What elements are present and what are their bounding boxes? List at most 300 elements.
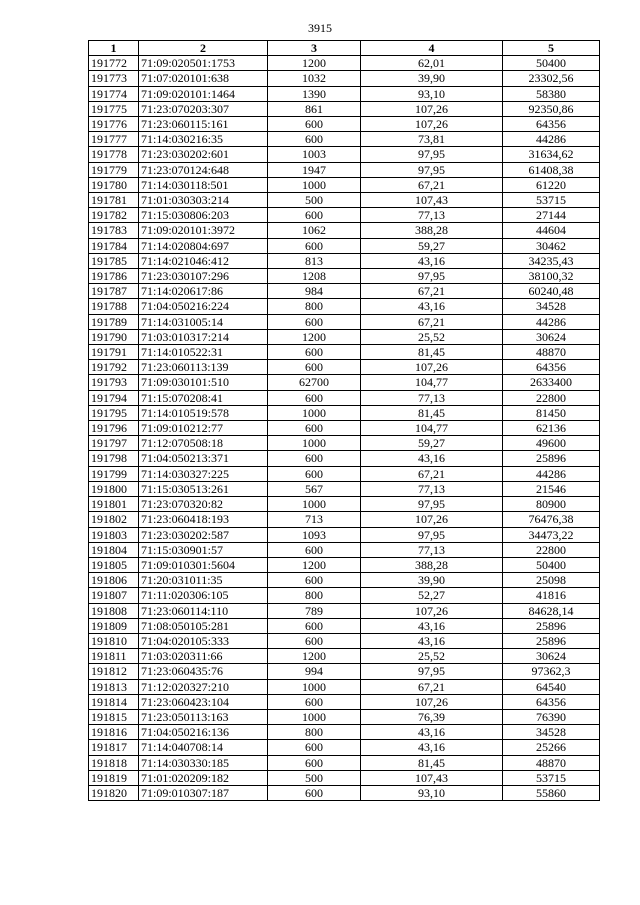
row-number-cell: 191783	[89, 223, 139, 238]
table-row	[89, 238, 600, 253]
row-number-cell: 191813	[89, 679, 139, 694]
rate-cell: 107,43	[361, 770, 503, 785]
table-row	[89, 405, 600, 420]
value-cell: 76390	[503, 709, 600, 724]
rate-cell: 97,95	[361, 162, 503, 177]
area-cell: 600	[268, 132, 361, 147]
area-cell: 1200	[268, 649, 361, 664]
area-cell: 1200	[268, 56, 361, 71]
row-number-cell: 191819	[89, 770, 139, 785]
row-number-cell: 191787	[89, 284, 139, 299]
value-cell: 34235,43	[503, 253, 600, 268]
rate-cell: 107,26	[361, 603, 503, 618]
row-number-cell: 191797	[89, 436, 139, 451]
rate-cell: 97,95	[361, 497, 503, 512]
table-row	[89, 436, 600, 451]
table-header	[89, 41, 600, 56]
table-row	[89, 147, 600, 162]
cadastral-number-cell: 71:14:030330:185	[139, 755, 268, 770]
area-cell: 600	[268, 208, 361, 223]
value-cell: 64540	[503, 679, 600, 694]
table-row	[89, 132, 600, 147]
rate-cell: 104,77	[361, 421, 503, 436]
cadastral-number-cell: 71:23:060418:193	[139, 512, 268, 527]
value-cell: 49600	[503, 436, 600, 451]
row-number-cell: 191779	[89, 162, 139, 177]
cadastral-number-cell: 71:04:050216:224	[139, 299, 268, 314]
table-row	[89, 618, 600, 633]
table-row	[89, 177, 600, 192]
area-cell: 813	[268, 253, 361, 268]
cadastral-number-cell: 71:04:020105:333	[139, 633, 268, 648]
cadastral-number-cell: 71:12:020327:210	[139, 679, 268, 694]
rate-cell: 77,13	[361, 208, 503, 223]
rate-cell: 25,52	[361, 329, 503, 344]
rate-cell: 43,16	[361, 633, 503, 648]
table-row	[89, 725, 600, 740]
cadastral-number-cell: 71:14:021046:412	[139, 253, 268, 268]
table-row	[89, 223, 600, 238]
area-cell: 600	[268, 694, 361, 709]
row-number-cell: 191800	[89, 481, 139, 496]
rate-cell: 39,90	[361, 71, 503, 86]
cadastral-number-cell: 71:01:020209:182	[139, 770, 268, 785]
value-cell: 48870	[503, 755, 600, 770]
table-row	[89, 86, 600, 101]
rate-cell: 93,10	[361, 785, 503, 800]
column-header-5: 5	[503, 41, 600, 56]
row-number-cell: 191808	[89, 603, 139, 618]
rate-cell: 81,45	[361, 345, 503, 360]
rate-cell: 43,16	[361, 618, 503, 633]
row-number-cell: 191790	[89, 329, 139, 344]
value-cell: 97362,3	[503, 664, 600, 679]
table-row	[89, 679, 600, 694]
value-cell: 25896	[503, 451, 600, 466]
row-number-cell: 191781	[89, 193, 139, 208]
area-cell: 1093	[268, 527, 361, 542]
area-cell: 62700	[268, 375, 361, 390]
cadastral-number-cell: 71:23:060113:139	[139, 360, 268, 375]
table-row	[89, 360, 600, 375]
row-number-cell: 191796	[89, 421, 139, 436]
registry-table	[88, 40, 600, 801]
table-row	[89, 284, 600, 299]
value-cell: 41816	[503, 588, 600, 603]
table-row	[89, 573, 600, 588]
cadastral-number-cell: 71:14:040708:14	[139, 740, 268, 755]
cadastral-number-cell: 71:14:030327:225	[139, 466, 268, 481]
area-cell: 600	[268, 633, 361, 648]
row-number-cell: 191818	[89, 755, 139, 770]
row-number-cell: 191815	[89, 709, 139, 724]
table-row	[89, 269, 600, 284]
table-row	[89, 755, 600, 770]
value-cell: 38100,32	[503, 269, 600, 284]
rate-cell: 107,26	[361, 117, 503, 132]
row-number-cell: 191773	[89, 71, 139, 86]
row-number-cell: 191795	[89, 405, 139, 420]
area-cell: 1032	[268, 71, 361, 86]
row-number-cell: 191778	[89, 147, 139, 162]
area-cell: 600	[268, 740, 361, 755]
cadastral-number-cell: 71:15:030806:203	[139, 208, 268, 223]
value-cell: 25266	[503, 740, 600, 755]
row-number-cell: 191793	[89, 375, 139, 390]
cadastral-number-cell: 71:09:010307:187	[139, 785, 268, 800]
cadastral-number-cell: 71:14:010519:578	[139, 405, 268, 420]
area-cell: 1947	[268, 162, 361, 177]
rate-cell: 107,26	[361, 512, 503, 527]
cadastral-number-cell: 71:14:030118:501	[139, 177, 268, 192]
area-cell: 600	[268, 466, 361, 481]
area-cell: 500	[268, 770, 361, 785]
row-number-cell: 191799	[89, 466, 139, 481]
table-row	[89, 740, 600, 755]
area-cell: 1000	[268, 177, 361, 192]
rate-cell: 67,21	[361, 284, 503, 299]
value-cell: 44286	[503, 314, 600, 329]
cadastral-number-cell: 71:09:030101:510	[139, 375, 268, 390]
value-cell: 25098	[503, 573, 600, 588]
value-cell: 60240,48	[503, 284, 600, 299]
value-cell: 55860	[503, 785, 600, 800]
area-cell: 600	[268, 451, 361, 466]
row-number-cell: 191814	[89, 694, 139, 709]
table-row	[89, 375, 600, 390]
rate-cell: 76,39	[361, 709, 503, 724]
cadastral-number-cell: 71:11:020306:105	[139, 588, 268, 603]
rate-cell: 388,28	[361, 223, 503, 238]
area-cell: 800	[268, 725, 361, 740]
rate-cell: 25,52	[361, 649, 503, 664]
area-cell: 600	[268, 755, 361, 770]
row-number-cell: 191816	[89, 725, 139, 740]
value-cell: 22800	[503, 542, 600, 557]
cadastral-number-cell: 71:23:030202:601	[139, 147, 268, 162]
cadastral-number-cell: 71:09:010212:77	[139, 421, 268, 436]
value-cell: 48870	[503, 345, 600, 360]
table-row	[89, 588, 600, 603]
value-cell: 58380	[503, 86, 600, 101]
area-cell: 1062	[268, 223, 361, 238]
row-number-cell: 191817	[89, 740, 139, 755]
page-number: 3915	[308, 21, 332, 35]
cadastral-number-cell: 71:09:020101:3972	[139, 223, 268, 238]
row-number-cell: 191801	[89, 497, 139, 512]
cadastral-number-cell: 71:08:050105:281	[139, 618, 268, 633]
value-cell: 34528	[503, 725, 600, 740]
area-cell: 600	[268, 542, 361, 557]
value-cell: 21546	[503, 481, 600, 496]
table-row	[89, 694, 600, 709]
area-cell: 600	[268, 618, 361, 633]
table-row	[89, 193, 600, 208]
cadastral-number-cell: 71:23:060114:110	[139, 603, 268, 618]
row-number-cell: 191780	[89, 177, 139, 192]
area-cell: 600	[268, 785, 361, 800]
cadastral-number-cell: 71:14:020617:86	[139, 284, 268, 299]
rate-cell: 59,27	[361, 238, 503, 253]
area-cell: 600	[268, 117, 361, 132]
value-cell: 44286	[503, 132, 600, 147]
cadastral-number-cell: 71:15:030901:57	[139, 542, 268, 557]
cadastral-number-cell: 71:23:060435:76	[139, 664, 268, 679]
rate-cell: 93,10	[361, 86, 503, 101]
value-cell: 31634,62	[503, 147, 600, 162]
rate-cell: 67,21	[361, 314, 503, 329]
cadastral-number-cell: 71:23:030202:587	[139, 527, 268, 542]
value-cell: 64356	[503, 360, 600, 375]
cadastral-number-cell: 71:20:031011:35	[139, 573, 268, 588]
table-row	[89, 117, 600, 132]
row-number-cell: 191794	[89, 390, 139, 405]
area-cell: 800	[268, 588, 361, 603]
cadastral-number-cell: 71:03:010317:214	[139, 329, 268, 344]
table-row	[89, 785, 600, 800]
value-cell: 53715	[503, 770, 600, 785]
value-cell: 30462	[503, 238, 600, 253]
cadastral-number-cell: 71:14:030216:35	[139, 132, 268, 147]
table-row	[89, 101, 600, 116]
area-cell: 861	[268, 101, 361, 116]
value-cell: 62136	[503, 421, 600, 436]
area-cell: 984	[268, 284, 361, 299]
table-row	[89, 527, 600, 542]
area-cell: 1200	[268, 557, 361, 572]
rate-cell: 62,01	[361, 56, 503, 71]
cadastral-number-cell: 71:15:030513:261	[139, 481, 268, 496]
row-number-cell: 191804	[89, 542, 139, 557]
rate-cell: 388,28	[361, 557, 503, 572]
value-cell: 50400	[503, 56, 600, 71]
cadastral-number-cell: 71:14:020804:697	[139, 238, 268, 253]
rate-cell: 67,21	[361, 177, 503, 192]
area-cell: 789	[268, 603, 361, 618]
area-cell: 1000	[268, 679, 361, 694]
row-number-cell: 191774	[89, 86, 139, 101]
rate-cell: 43,16	[361, 451, 503, 466]
column-header-2: 2	[139, 41, 268, 56]
rate-cell: 107,43	[361, 193, 503, 208]
rate-cell: 97,95	[361, 664, 503, 679]
row-number-cell: 191772	[89, 56, 139, 71]
table-row	[89, 512, 600, 527]
cadastral-number-cell: 71:23:070203:307	[139, 101, 268, 116]
table-row	[89, 497, 600, 512]
value-cell: 2633400	[503, 375, 600, 390]
row-number-cell: 191782	[89, 208, 139, 223]
cadastral-number-cell: 71:04:050216:136	[139, 725, 268, 740]
value-cell: 44604	[503, 223, 600, 238]
table-row	[89, 253, 600, 268]
column-header-4: 4	[361, 41, 503, 56]
rate-cell: 77,13	[361, 390, 503, 405]
value-cell: 76476,38	[503, 512, 600, 527]
cadastral-number-cell: 71:23:060115:161	[139, 117, 268, 132]
row-number-cell: 191805	[89, 557, 139, 572]
cadastral-number-cell: 71:23:050113:163	[139, 709, 268, 724]
rate-cell: 107,26	[361, 360, 503, 375]
rate-cell: 81,45	[361, 405, 503, 420]
table-row	[89, 542, 600, 557]
cadastral-number-cell: 71:23:060423:104	[139, 694, 268, 709]
cadastral-number-cell: 71:12:070508:18	[139, 436, 268, 451]
rate-cell: 67,21	[361, 679, 503, 694]
rate-cell: 52,27	[361, 588, 503, 603]
cadastral-number-cell: 71:01:030303:214	[139, 193, 268, 208]
row-number-cell: 191809	[89, 618, 139, 633]
area-cell: 600	[268, 238, 361, 253]
rate-cell: 107,26	[361, 101, 503, 116]
cadastral-number-cell: 71:15:070208:41	[139, 390, 268, 405]
cadastral-number-cell: 71:09:020101:1464	[139, 86, 268, 101]
cadastral-number-cell: 71:07:020101:638	[139, 71, 268, 86]
rate-cell: 43,16	[361, 253, 503, 268]
area-cell: 600	[268, 573, 361, 588]
table-row	[89, 162, 600, 177]
value-cell: 84628,14	[503, 603, 600, 618]
value-cell: 61408,38	[503, 162, 600, 177]
row-number-cell: 191792	[89, 360, 139, 375]
cadastral-number-cell: 71:14:031005:14	[139, 314, 268, 329]
rate-cell: 81,45	[361, 755, 503, 770]
rate-cell: 104,77	[361, 375, 503, 390]
column-header-1: 1	[89, 41, 139, 56]
value-cell: 53715	[503, 193, 600, 208]
area-cell: 600	[268, 390, 361, 405]
table-row	[89, 481, 600, 496]
row-number-cell: 191798	[89, 451, 139, 466]
value-cell: 61220	[503, 177, 600, 192]
table-row	[89, 664, 600, 679]
value-cell: 27144	[503, 208, 600, 223]
table-row	[89, 466, 600, 481]
value-cell: 23302,56	[503, 71, 600, 86]
area-cell: 600	[268, 421, 361, 436]
rate-cell: 43,16	[361, 299, 503, 314]
rate-cell: 77,13	[361, 542, 503, 557]
row-number-cell: 191803	[89, 527, 139, 542]
value-cell: 30624	[503, 649, 600, 664]
area-cell: 1003	[268, 147, 361, 162]
value-cell: 22800	[503, 390, 600, 405]
value-cell: 64356	[503, 694, 600, 709]
row-number-cell: 191806	[89, 573, 139, 588]
header-row	[89, 41, 600, 56]
row-number-cell: 191810	[89, 633, 139, 648]
row-number-cell: 191789	[89, 314, 139, 329]
value-cell: 92350,86	[503, 101, 600, 116]
cadastral-number-cell: 71:23:030107:296	[139, 269, 268, 284]
table-row	[89, 421, 600, 436]
value-cell: 25896	[503, 633, 600, 648]
table-row	[89, 633, 600, 648]
area-cell: 1000	[268, 436, 361, 451]
row-number-cell: 191802	[89, 512, 139, 527]
rate-cell: 107,26	[361, 694, 503, 709]
cadastral-number-cell: 71:03:020311:66	[139, 649, 268, 664]
rate-cell: 43,16	[361, 740, 503, 755]
table-row	[89, 603, 600, 618]
row-number-cell: 191775	[89, 101, 139, 116]
table-row	[89, 56, 600, 71]
value-cell: 44286	[503, 466, 600, 481]
rate-cell: 39,90	[361, 573, 503, 588]
rate-cell: 97,95	[361, 527, 503, 542]
cadastral-number-cell: 71:09:010301:5604	[139, 557, 268, 572]
row-number-cell: 191811	[89, 649, 139, 664]
value-cell: 30624	[503, 329, 600, 344]
rate-cell: 59,27	[361, 436, 503, 451]
table-row	[89, 770, 600, 785]
table-row	[89, 208, 600, 223]
area-cell: 800	[268, 299, 361, 314]
table-row	[89, 390, 600, 405]
area-cell: 713	[268, 512, 361, 527]
table-row	[89, 649, 600, 664]
rate-cell: 67,21	[361, 466, 503, 481]
column-header-3: 3	[268, 41, 361, 56]
value-cell: 25896	[503, 618, 600, 633]
rate-cell: 97,95	[361, 269, 503, 284]
rate-cell: 97,95	[361, 147, 503, 162]
value-cell: 34528	[503, 299, 600, 314]
row-number-cell: 191791	[89, 345, 139, 360]
row-number-cell: 191812	[89, 664, 139, 679]
area-cell: 600	[268, 360, 361, 375]
area-cell: 567	[268, 481, 361, 496]
rate-cell: 73,81	[361, 132, 503, 147]
table-row	[89, 329, 600, 344]
value-cell: 34473,22	[503, 527, 600, 542]
value-cell: 81450	[503, 405, 600, 420]
value-cell: 80900	[503, 497, 600, 512]
area-cell: 500	[268, 193, 361, 208]
area-cell: 600	[268, 345, 361, 360]
table-row	[89, 709, 600, 724]
row-number-cell: 191807	[89, 588, 139, 603]
table-row	[89, 557, 600, 572]
table-row	[89, 451, 600, 466]
value-cell: 50400	[503, 557, 600, 572]
table-row	[89, 314, 600, 329]
row-number-cell: 191820	[89, 785, 139, 800]
table-row	[89, 71, 600, 86]
table-body	[89, 56, 600, 801]
cadastral-number-cell: 71:14:010522:31	[139, 345, 268, 360]
cadastral-number-cell: 71:23:070124:648	[139, 162, 268, 177]
table-row	[89, 299, 600, 314]
area-cell: 1200	[268, 329, 361, 344]
row-number-cell: 191786	[89, 269, 139, 284]
value-cell: 64356	[503, 117, 600, 132]
area-cell: 1000	[268, 497, 361, 512]
cadastral-number-cell: 71:04:050213:371	[139, 451, 268, 466]
area-cell: 600	[268, 314, 361, 329]
area-cell: 1208	[268, 269, 361, 284]
cadastral-number-cell: 71:09:020501:1753	[139, 56, 268, 71]
table-row	[89, 345, 600, 360]
row-number-cell: 191784	[89, 238, 139, 253]
row-number-cell: 191785	[89, 253, 139, 268]
rate-cell: 43,16	[361, 725, 503, 740]
row-number-cell: 191777	[89, 132, 139, 147]
row-number-cell: 191788	[89, 299, 139, 314]
row-number-cell: 191776	[89, 117, 139, 132]
area-cell: 994	[268, 664, 361, 679]
rate-cell: 77,13	[361, 481, 503, 496]
